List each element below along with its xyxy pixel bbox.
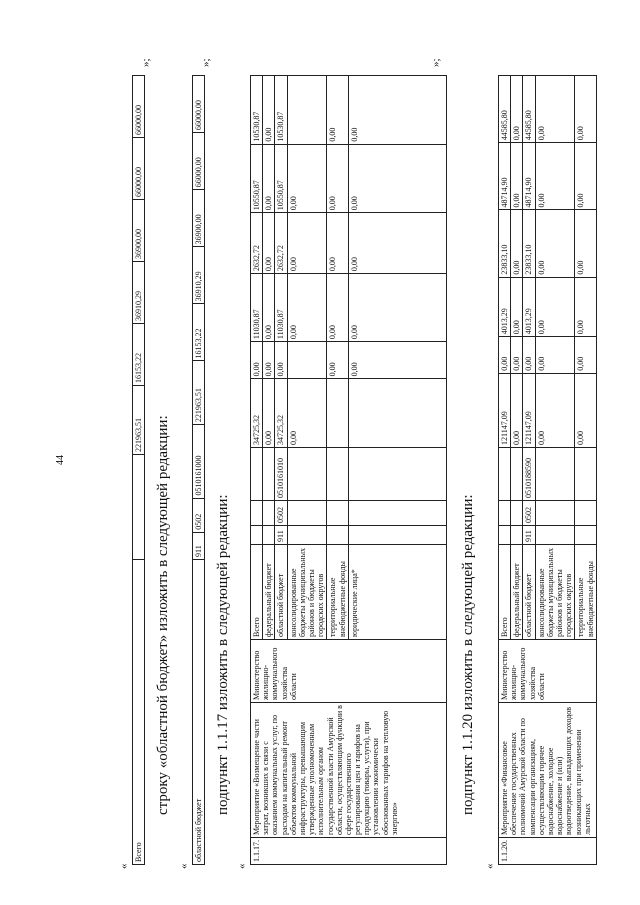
value-cell: 16153,22 — [133, 323, 145, 385]
code-cell — [348, 526, 446, 545]
code-cell — [287, 501, 327, 526]
code-cell — [511, 526, 523, 545]
value-cell: 44585,80 — [499, 76, 511, 143]
value-cell — [327, 379, 348, 448]
source-cell: Всего — [251, 545, 263, 640]
value-cell: 66000,00 — [133, 138, 145, 200]
section-1117-table — [250, 75, 447, 865]
code-cell — [535, 448, 575, 501]
open-quote: « — [178, 863, 190, 869]
value-cell: 0,00 — [287, 213, 327, 274]
table-row — [499, 76, 511, 865]
value-cell: 10530,87 — [275, 76, 287, 145]
value-cell: 0,00 — [287, 144, 327, 213]
value-cell — [287, 76, 327, 145]
code-cell — [575, 501, 596, 526]
value-cell: 36910,29 — [133, 261, 145, 323]
table-row — [251, 76, 263, 865]
empty-cell — [133, 455, 145, 560]
value-cell: 0,00 — [575, 277, 596, 337]
section-1120-table — [498, 75, 597, 865]
close-quote: »; — [140, 58, 152, 67]
value-cell: 0,00 — [499, 337, 511, 373]
close-quote: »; — [200, 58, 212, 67]
value-cell — [348, 379, 446, 448]
code-cell: 0502 — [275, 501, 287, 526]
value-cell: 34725,32 — [275, 379, 287, 448]
value-cell: 0,00 — [263, 76, 275, 145]
value-cell: 0,00 — [263, 379, 275, 448]
value-cell: 0,00 — [535, 143, 575, 210]
value-cell: 36910,29 — [193, 247, 205, 304]
source-cell: Всего — [499, 545, 511, 640]
value-cell: 0,00 — [263, 342, 275, 379]
value-cell: 0,00 — [327, 76, 348, 145]
value-cell: 0,00 — [575, 210, 596, 277]
instruction-text: строку «областной бюджет» изложить в следующей редакции: — [155, 415, 171, 815]
value-cell: 11030,87 — [251, 274, 263, 342]
value-cell: 121147,09 — [523, 373, 535, 447]
value-cell: 44585,80 — [523, 76, 535, 143]
code-cell — [251, 501, 263, 526]
code-cell — [287, 526, 327, 545]
value-cell: 0,00 — [287, 274, 327, 342]
value-cell: 48714,90 — [499, 143, 511, 210]
value-cell: 16153,22 — [193, 304, 205, 361]
value-cell: 0,00 — [275, 342, 287, 379]
event-description: Мероприятие «Финансовое обеспечение государственных полномочий Амурской области по компенсации организациям, осуществляющим горячее водоснабжение, холодное водоснабжение и (или) водоотведение, выпадающих доходов возникающих при применении льготных — [499, 703, 597, 838]
value-cell: 48714,90 — [523, 143, 535, 210]
value-cell: 2632,72 — [251, 213, 263, 274]
value-cell: 2632,72 — [275, 213, 287, 274]
value-cell: 36900,00 — [193, 190, 205, 247]
code-cell — [499, 448, 511, 501]
instruction-text: подпункт 1.1.17 изложить в следующей редакции: — [215, 494, 231, 815]
code-cell: 0502 — [193, 498, 205, 532]
value-cell: 10530,87 — [251, 76, 263, 145]
value-cell: 4013,29 — [523, 277, 535, 337]
code-cell — [535, 526, 575, 545]
value-cell: 11030,87 — [275, 274, 287, 342]
item-number: 1.1.20. — [499, 838, 597, 865]
code-cell — [251, 448, 263, 501]
value-cell: 0,00 — [511, 277, 523, 337]
code-cell: 0502 — [523, 501, 535, 526]
code-cell — [251, 526, 263, 545]
value-cell: 0,00 — [575, 76, 596, 143]
value-cell: 0,00 — [348, 213, 446, 274]
source-cell: федеральный бюджет — [511, 545, 523, 640]
code-cell — [327, 448, 348, 501]
code-cell — [327, 501, 348, 526]
open-quote: « — [236, 863, 248, 869]
value-cell: 0,00 — [348, 144, 446, 213]
total-label: Всего — [133, 560, 145, 865]
value-cell: 0,00 — [263, 213, 275, 274]
value-cell: 221963,51 — [193, 361, 205, 425]
value-cell — [287, 342, 327, 379]
value-cell: 0,00 — [535, 373, 575, 447]
code-cell: 0510161000 — [193, 425, 205, 498]
code-cell — [535, 501, 575, 526]
value-cell: 0,00 — [511, 373, 523, 447]
value-cell: 66000,00 — [193, 76, 205, 133]
code-cell — [263, 501, 275, 526]
value-cell: 0,00 — [327, 144, 348, 213]
code-cell — [287, 448, 327, 501]
value-cell: 0,00 — [287, 379, 327, 448]
value-cell: 0,00 — [575, 337, 596, 373]
code-cell — [511, 501, 523, 526]
item-number: 1.1.17. — [251, 838, 447, 865]
value-cell: 23833,10 — [499, 210, 511, 277]
value-cell: 0,00 — [263, 144, 275, 213]
code-cell — [575, 526, 596, 545]
value-cell: 4013,29 — [499, 277, 511, 337]
value-cell: 23833,10 — [523, 210, 535, 277]
code-cell — [499, 526, 511, 545]
source-cell: территориальные внебюджетные фонды — [575, 545, 596, 640]
value-cell: 0,00 — [327, 274, 348, 342]
value-cell: 0,00 — [511, 210, 523, 277]
value-cell: 66000,00 — [133, 76, 145, 138]
value-cell: 0,00 — [511, 143, 523, 210]
table-row — [133, 76, 145, 865]
code-cell — [511, 448, 523, 501]
source-cell: федеральный бюджет — [263, 545, 275, 640]
instruction-text: подпункт 1.1.20 изложить в следующей редакции: — [460, 494, 476, 815]
value-cell: 121147,09 — [499, 373, 511, 447]
code-cell: 911 — [193, 532, 205, 559]
value-cell: 36900,00 — [133, 199, 145, 261]
open-quote: « — [484, 863, 496, 869]
value-cell: 0,00 — [348, 274, 446, 342]
budget-row-table — [192, 75, 205, 865]
table-row — [193, 76, 205, 865]
source-cell: консолидированные бюджеты муниципальных районов и бюджеты городских округов — [535, 545, 575, 640]
value-cell: 0,00 — [535, 277, 575, 337]
executor-name: Министерство жилищно-коммунального хозяйства области — [499, 640, 597, 703]
value-cell: 0,00 — [251, 342, 263, 379]
code-cell — [348, 448, 446, 501]
value-cell: 221963,51 — [133, 385, 145, 454]
value-cell: 66000,00 — [193, 133, 205, 190]
value-cell: 0,00 — [511, 337, 523, 373]
total-row-table — [132, 75, 145, 865]
code-cell: 911 — [523, 526, 535, 545]
source-cell: территориальные внебюджетные фонды — [327, 545, 348, 640]
event-description: Мероприятие «Возмещение части затрат, возникших в связи с оказанием коммунальных услуг, по расходам на капитальный ремонт объектов коммунальной инфраструктуры, превышающим утвержденные уполномоченным исполнительным органом государственной власти Амурской области, осуществляющим функции в сфере государственного регулирования цен и тарифов на продукцию (товары, услуги), при установлении экономически обоснованных тарифов на тепловую энергию» — [251, 703, 447, 838]
source-cell: юридические лица* — [348, 545, 446, 640]
value-cell: 0,00 — [535, 210, 575, 277]
page-number: 44 — [55, 455, 66, 465]
code-cell — [575, 448, 596, 501]
value-cell: 10550,87 — [251, 144, 263, 213]
executor-name: Министерство жилищно-коммунального хозяйства области — [251, 640, 447, 703]
code-cell — [263, 526, 275, 545]
value-cell: 0,00 — [575, 373, 596, 447]
code-cell — [263, 448, 275, 501]
code-cell: 0510188590 — [523, 448, 535, 501]
value-cell: 0,00 — [348, 342, 446, 379]
close-quote: »; — [430, 58, 442, 67]
value-cell: 34725,32 — [251, 379, 263, 448]
value-cell: 0,00 — [535, 337, 575, 373]
value-cell: 0,00 — [523, 337, 535, 373]
value-cell: 0,00 — [327, 342, 348, 379]
value-cell: 0,00 — [327, 213, 348, 274]
source-cell: консолидированные бюджеты муниципальных районов и бюджеты городских округов — [287, 545, 327, 640]
value-cell: 0,00 — [575, 143, 596, 210]
value-cell: 0,00 — [535, 76, 575, 143]
value-cell: 0,00 — [263, 274, 275, 342]
code-cell: 911 — [275, 526, 287, 545]
code-cell — [348, 501, 446, 526]
code-cell — [499, 501, 511, 526]
budget-label: областной бюджет — [193, 560, 205, 865]
code-cell — [327, 526, 348, 545]
source-cell: областной бюджет — [275, 545, 287, 640]
source-cell: областной бюджет — [523, 545, 535, 640]
value-cell: 10550,87 — [275, 144, 287, 213]
value-cell: 0,00 — [348, 76, 446, 145]
open-quote: « — [118, 863, 130, 869]
value-cell: 0,00 — [511, 76, 523, 143]
code-cell: 0510161010 — [275, 448, 287, 501]
